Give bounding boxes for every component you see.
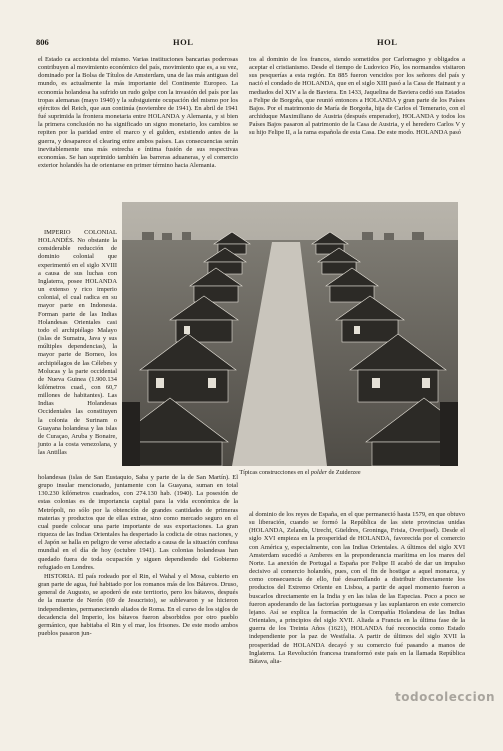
right-column-top (249, 56, 465, 139)
page-header (36, 37, 466, 51)
running-head-left: HOL (173, 37, 194, 47)
paragraph: tos al dominio de los francos, siendo sometidos por Carlomagno y obligados a aceptar el cristianismo. Desde el tiempo de Ludovico Pío, los normandos visitaron sus pesquerías a esta región. En 885 fueron vencidos por los señores del país y nació el condado de HOLANDA, que en el siglo XIII pasó a la Casa de Hainaut y a mediados del XIV a la de Baviera. En 1433, Jaquelina de Baviera cedió sus Estados a Felipe de Borgoña, que reunió entonces a HOLANDA y gran parte de los Países Bajos. Por el matrimonio de María de Borgoña, hija de Carlos el Temerario, con el archiduque Maximiliano de Austria (después emperador), HOLANDA y todos los Países Bajos pasaron al patrimonio de la Casa de Austria, y el heredero Carlos V y su hijo Felipe II, a la rama española de esta Casa. De este modo. HOLANDA pasó (249, 56, 465, 137)
page-number: 806 (36, 37, 49, 47)
polder-houses-photo (122, 202, 458, 466)
paragraph: al dominio de los reyes de España, en el que permaneció hasta 1579, en que obtuvo su liberación, cuando se formó la República de las siete provincias unidas (HOLANDA, Zelanda, Utrecht, Güeldres, Groninga, Frisia, Overijssel). Desde el siglo XVI empieza en la prosperidad de HOLANDA, favorecida por el comercio con América y, especialmente, con las Indias Orientales. A últimos del siglo XVI Amsterdam sucedió a Amberes en la preponderancia marítima en los mares del Norte. La anexión de Portugal a España por Felipe II acabó de dar un impulso decisivo al comercio holandés, pues, con el fin de hostigar a aquel monarca, y como consecuencia de ello, fué desarrollando a distribuir directamente los productos del Extremo Oriente en Lisboa, a partir de aquel momento fueron a buscarlos directamente en la India y en las islas de las Especias. Poco a poco se fueron apoderando de las factorías portuguesas y las suplantaron en este comercio lejano. Así se explica la formación de la Compañía Holandesa de las Indias Orientales, a principios del siglo XVII. Aliada a Francia en la última fase de la guerra de los Treinta Años (1621), HOLANDA fué reconocida como Estado independiente por la paz de Westfalia. A partir de últimos del siglo XVII la prosperidad de HOLANDA decayó y su comercio fué pasando a manos de Inglaterra. La Revolución francesa transformó este país en la llamada República Bátava, alia- (249, 511, 465, 665)
left-column-top (38, 56, 238, 171)
running-head-right: HOL (377, 37, 398, 47)
left-column-bottom (38, 474, 238, 639)
paragraph: holandesas (islas de San Eustaquio, Saba y parte de la de San Martín). El grupo insular mencionado, juntamente con la Guayana, suman en total 130.230 kilómetros cuadrados, con 274.130 hab. (1940). La posesión de estas colonias es de importancia capital para la vida económica de la Metrópoli, no sólo por la obtención de grandes cantidades de primeras materias y productos que de ellas extrae, sino como mercado seguro en el cual puede colocar una parte importante de sus exportaciones. La gran riqueza de las Indias Orientales ha despertado la codicia de otras naciones, y el Japón se halla en peligro de verse afectado a causa de la situación confusa mundial en el día de hoy (octubre 1941). Las colonias holandesas han quedado fuera de toda ocupación y siguen dependiendo del Gobierno refugiado en Londres. (38, 474, 238, 571)
watermark-logo: todocoleccion (395, 690, 496, 704)
paragraph-colonial-empire: IMPERIO COLONIAL HOLANDÉS. No obstante la considerable reducción de dominio colonial que experimentó en el siglo XVIII a causa de sus luchas con Inglaterra, posee HOLANDA un extenso y rico imperio colonial, el cual radica en su mayor parte en Indonesia. Forman parte de las Indias Holandesas Orientales casi todo el archipiélago Malayo (islas de Sumatra, Java y sus múltiples dependencias), la mayor parte de Borneo, los archipiélagos de las Célebes y Molucas y la parte occidental de Nueva Guinea (1.900.134 kilómetros cuad., con 60,7 millones de habitantes). Las Indias Holandesas Occidentales las constituyen la colonia de Surinam o Guayana holandesa y las islas de Curaçao, Aruba y Bonaire, junto a la costa venezolana, y las Antillas (38, 229, 117, 457)
right-column-bottom (249, 511, 465, 667)
left-column-narrow (38, 229, 117, 458)
paragraph-history: HISTORIA. El país rodeado por el Rin, el Wahal y el Mosa, cubierto en gran parte de agua, fué habitado por los romanos más de los Bátavos. Druso, general de Augusto, se apoderó de este territorio, pero los bátavos, después de la muerte de Nerón (69 de Jesucristo), se sublevaron y se hicieron independientes, permaneciendo aliados de Roma. En el curso de los siglos de decadencia del Imperio, los bátavos fueron absorbidos por otro pueblo germánico, que habitaba el Rin y el mar, los frisones. De este modo ambos pueblos pasaron jun- (38, 572, 238, 637)
paragraph: el Estado ca accionista del mismo. Varias instituciones bancarias poderosas contribuyen al movimiento económico del país, movimiento que es, a su vez, dominado por la Bolsa de Títulos de Amsterdam, una de las más antiguas del mundo, es actualmente la más importante del Continente Europeo. La economía holandesa ha sufrido un rudo golpe con la invasión del país por las tropas alemanas (mayo 1940) y la subsiguiente ocupación del mismo por los ejércitos del Reich, que aun continúa (noviembre de 1941). En abril de 1941 fué suprimida la frontera monetaria entre HOLANDA y Alemania, y si bien la primera conclusión no ha significado un signo monetario, los cambios se repiten por la paridad entre el marco y el gulden, existiendo antes de la guerra, y desaparece el clearing entre ambos países. Las consecuencias serán inevitablemente una más estrecha e íntima fusión de sus respectivas economías. Se han suprimido también las barreras aduaneras, y el comercio exterior holandés ha de orientarse en primer término hacia Alemania. (38, 56, 238, 170)
photo-caption: Típicas construcciones en el polder de Zuiderzee (239, 469, 361, 476)
photo-illustration (122, 202, 458, 466)
